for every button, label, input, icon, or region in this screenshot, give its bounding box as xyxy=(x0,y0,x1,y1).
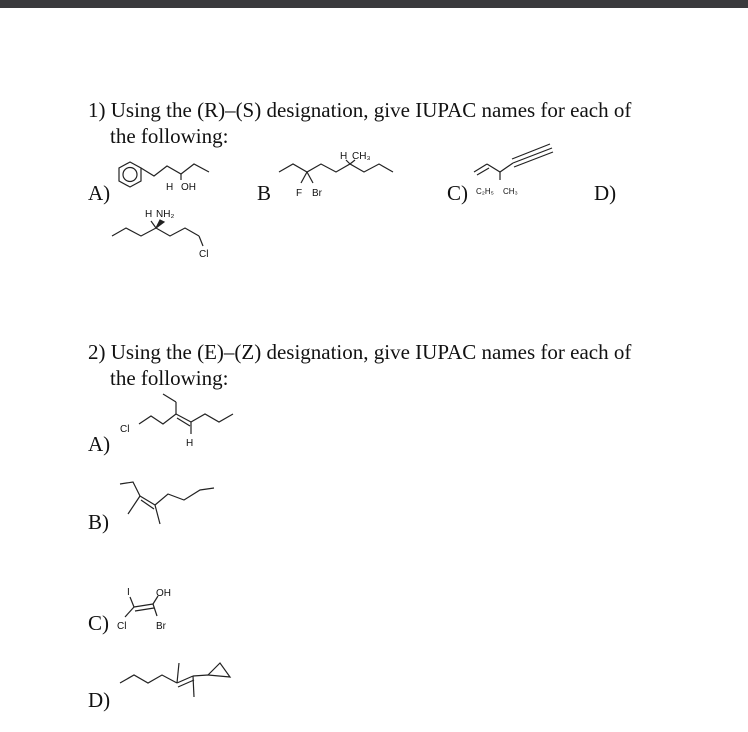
chlorine-label: Cl xyxy=(120,424,130,435)
amine-label: NH₂ xyxy=(156,209,175,220)
question-2-line-2: the following: xyxy=(110,366,229,390)
bromine-label: Br xyxy=(156,621,166,632)
hydrogen-label: H xyxy=(340,151,348,162)
cyclopropyl-ring xyxy=(208,663,230,677)
hydroxyl-label: OH xyxy=(181,182,196,193)
iodine-label: I xyxy=(127,587,130,598)
ethyl-label: C₂H₅ xyxy=(476,187,494,196)
fluorine-label: F xyxy=(296,188,303,199)
bromine-label: Br xyxy=(312,188,322,199)
chlorine-label: Cl xyxy=(199,249,209,260)
hydrogen-label: H xyxy=(145,209,153,220)
q2-label-c: C) xyxy=(88,611,109,635)
q1-label-c: C) xyxy=(447,181,468,205)
hydrogen-label: H xyxy=(186,438,194,449)
q1-label-a: A) xyxy=(88,181,111,205)
hydrogen-label: H xyxy=(166,182,174,193)
question-1-line-1: 1) Using the (R)–(S) designation, give IUPAC names for each of xyxy=(88,98,632,122)
methyl-down-bond xyxy=(193,676,194,697)
cyclopropyl-bond xyxy=(193,675,208,676)
q1-label-d: D) xyxy=(594,181,617,205)
left-chain xyxy=(120,675,177,683)
chlorine-label: Cl xyxy=(117,621,127,632)
hydroxyl-label: OH xyxy=(156,588,171,599)
question-2-line-1: 2) Using the (E)–(Z) designation, give IUPAC names for each of xyxy=(88,340,632,364)
methyl-up-bond xyxy=(177,663,179,683)
q2-label-b: B) xyxy=(88,510,109,534)
q1-label-b: B xyxy=(257,181,272,205)
methyl-label: CH₃ xyxy=(352,151,371,162)
q2-label-d: D) xyxy=(88,688,111,712)
question-1-line-2: the following: xyxy=(110,124,229,148)
methyl-label: CH₃ xyxy=(503,187,518,196)
q2-label-a: A) xyxy=(88,432,111,456)
